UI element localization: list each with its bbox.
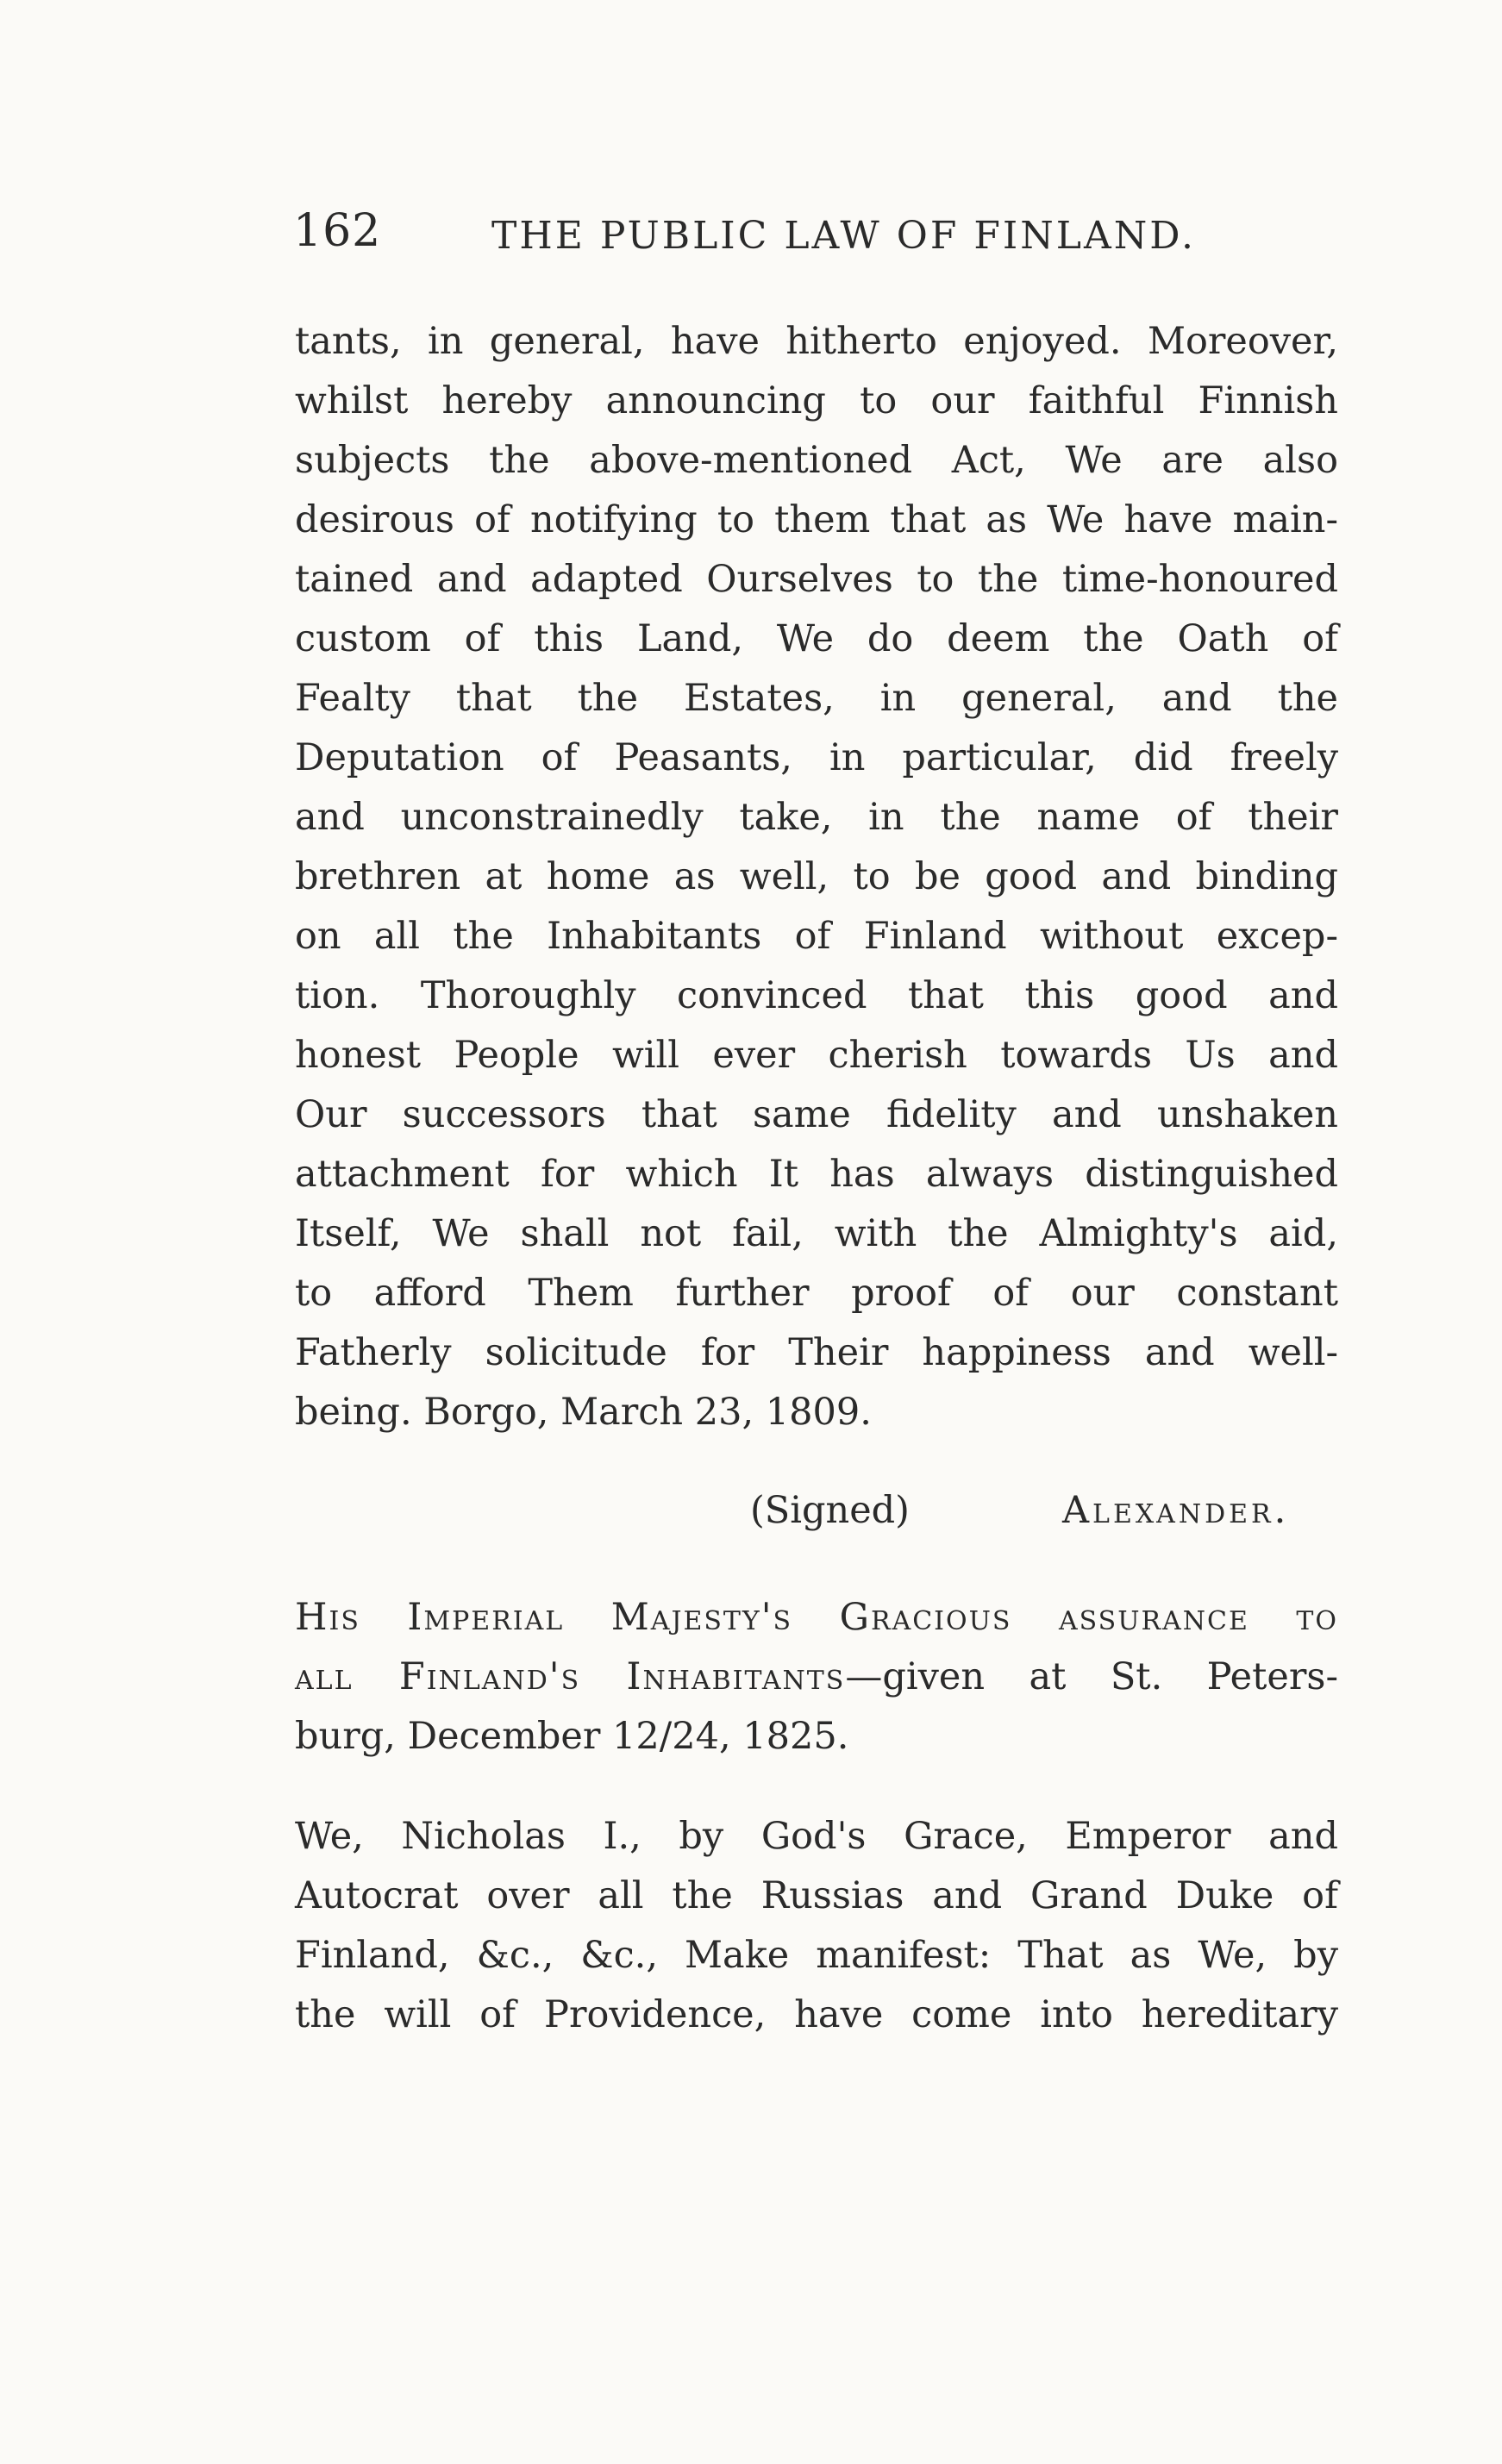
text-line: honest People will ever cherish towards Us and [295,1034,1338,1077]
heading-caps: all Finland's Inhabitants [295,1655,846,1698]
page-number: 162 [293,205,382,257]
text-line: Deputation of Peasants, in particular, did freely [295,736,1338,779]
signature-line [750,1481,1336,1541]
text-line: the will of Providence, have come into hereditary [295,1993,1338,2036]
text-line: Itself, We shall not fail, with the Almighty's aid, [295,1212,1338,1255]
text-line: on all the Inhabitants of Finland without excep- [295,915,1338,958]
text-line: Finland, &c., &c., Make manifest: That as We, by [295,1934,1338,1977]
text-line: subjects the above-mentioned Act, We are also [295,439,1338,482]
section-heading [295,1588,1338,1767]
text-line: Our successors that same fidelity and unshaken [295,1093,1338,1136]
text-line: whilst hereby announcing to our faithful Finnish [295,379,1338,422]
text-line: tants, in general, have hitherto enjoyed. Moreover, [295,320,1338,363]
heading-line [295,1648,1338,1707]
text-line: brethren at home as well, to be good and binding [295,855,1338,898]
text-line: tained and adapted Ourselves to the time-honoured [295,558,1338,601]
text-line: and unconstrainedly take, in the name of their [295,796,1338,839]
text-line: Fealty that the Estates, in general, and the [295,677,1338,720]
text-line: to afford Them further proof of our constant [295,1272,1338,1315]
running-title: THE PUBLIC LAW OF FINLAND. [491,214,1196,258]
text-line: We, Nicholas I., by God's Grace, Emperor and [295,1815,1338,1858]
text-line: being. Borgo, March 23, 1809. [295,1391,872,1434]
heading-line: burg, December 12/24, 1825. [295,1715,849,1758]
page-header [293,205,1207,266]
heading-rest: —given at St. Peters- [845,1655,1338,1698]
signed-label: (Signed) [750,1489,910,1532]
text-line: desirous of notifying to them that as We have main- [295,498,1338,541]
text-line: Fatherly solicitude for Their happiness and well- [295,1331,1338,1374]
text-line: Autocrat over all the Russias and Grand Duke of [295,1874,1338,1917]
signer-name: Alexander. [1062,1489,1290,1532]
text-line: tion. Thoroughly convinced that this good and [295,974,1338,1017]
text-line: custom of this Land, We do deem the Oath of [295,617,1338,660]
paragraph-manifest [295,1807,1338,2045]
text-line: attachment for which It has always distinguished [295,1153,1338,1196]
heading-line: His Imperial Majesty's Gracious assurance to [295,1596,1338,1639]
paragraph-proclamation [295,312,1338,1442]
